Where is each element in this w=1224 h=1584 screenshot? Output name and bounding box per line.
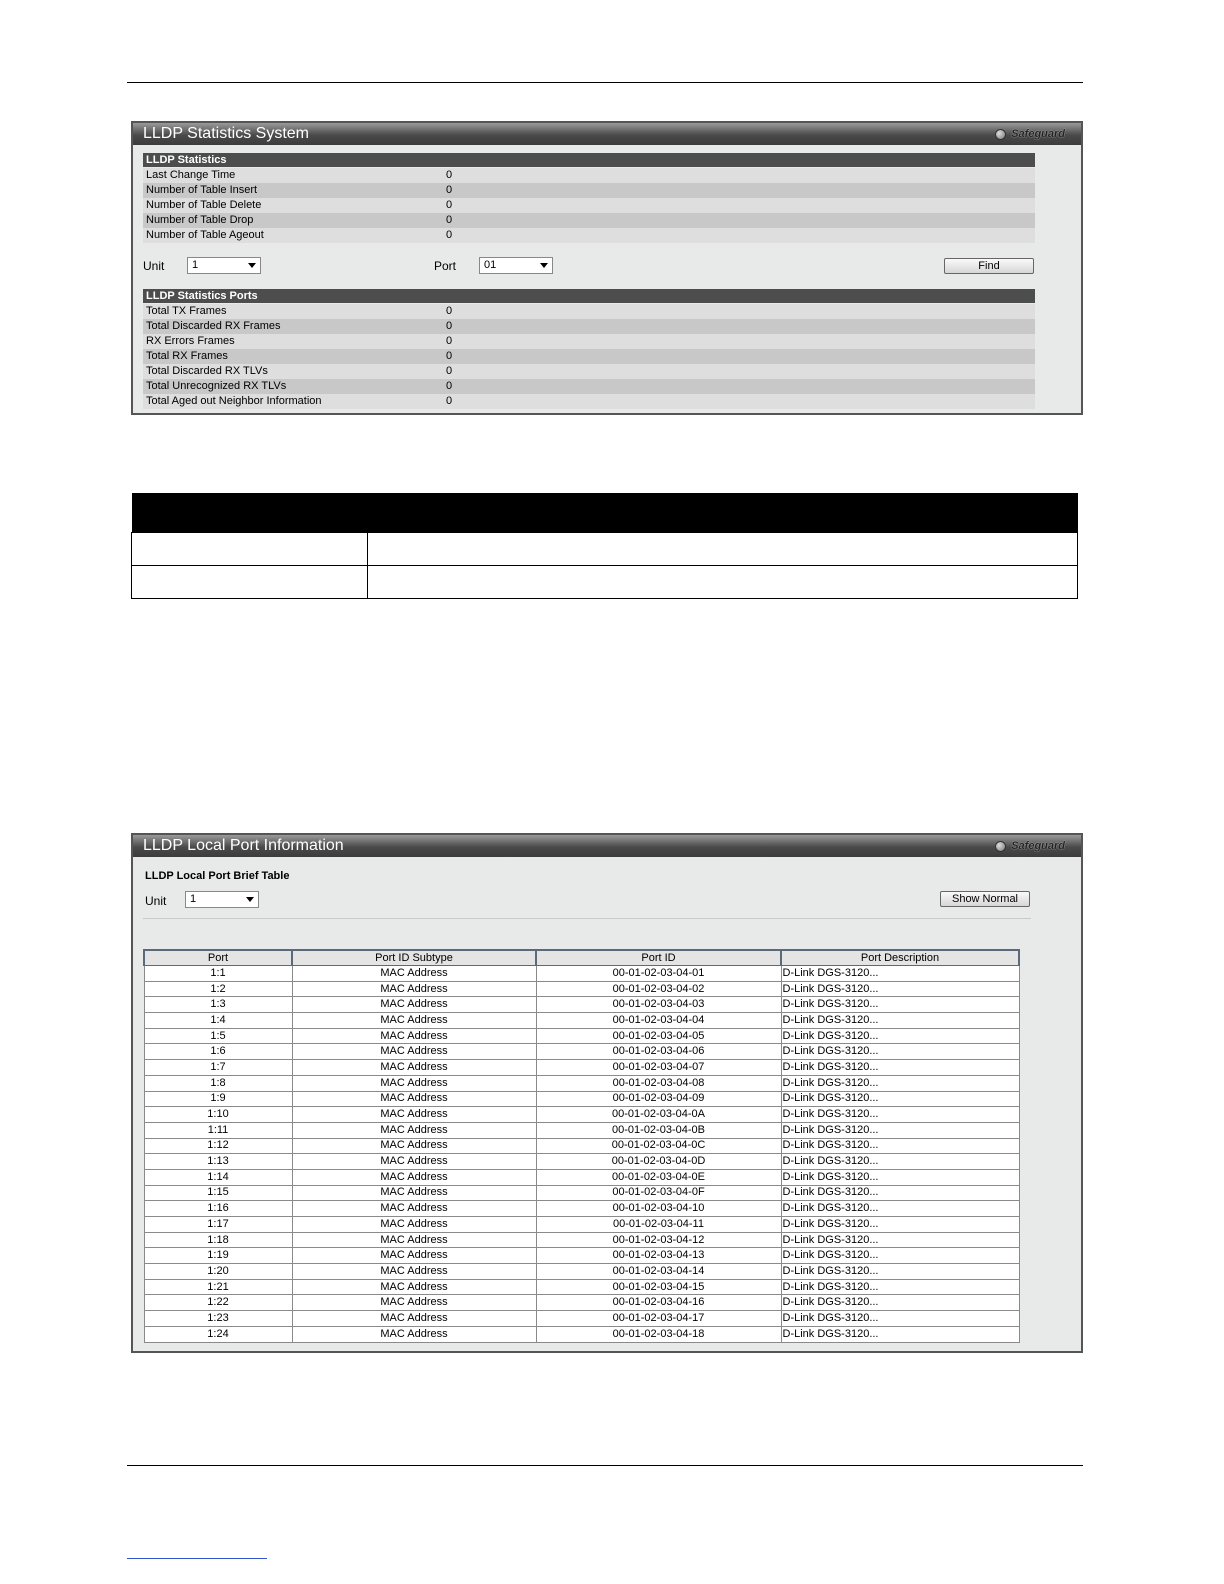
port-cell: 1:12: [144, 1138, 292, 1154]
port-id-cell: 00-01-02-03-04-08: [536, 1075, 781, 1091]
table-row: [144, 1013, 1019, 1029]
port-id-subtype-cell: MAC Address: [292, 1264, 536, 1280]
table-row: [144, 997, 1019, 1013]
port-id-subtype-cell: MAC Address: [292, 1154, 536, 1170]
port-id-cell: 00-01-02-03-04-04: [536, 1013, 781, 1029]
port-description-cell: D-Link DGS-3120...: [781, 1028, 1019, 1044]
table-row: [144, 1060, 1019, 1076]
column-header-port-id: Port ID: [536, 950, 781, 966]
chevron-down-icon: [248, 263, 256, 268]
table-row: [144, 1264, 1019, 1280]
statistic-row: [143, 319, 1035, 334]
port-id-subtype-cell: MAC Address: [292, 1013, 536, 1029]
table-row: [144, 1028, 1019, 1044]
port-description-cell: D-Link DGS-3120...: [781, 966, 1019, 982]
footer-rule: [127, 1465, 1083, 1466]
port-id-subtype-cell: MAC Address: [292, 1044, 536, 1060]
column-header-port-id-subtype: Port ID Subtype: [292, 950, 536, 966]
port-id-cell: 00-01-02-03-04-15: [536, 1279, 781, 1295]
port-description-cell: D-Link DGS-3120...: [781, 981, 1019, 997]
statistic-label: Number of Table Ageout: [146, 229, 264, 241]
port-id-subtype-cell: MAC Address: [292, 1138, 536, 1154]
local-port-brief-table-title: LLDP Local Port Brief Table: [145, 870, 290, 882]
statistic-value: 0: [446, 350, 453, 362]
port-cell: 1:14: [144, 1169, 292, 1185]
port-cell: 1:13: [144, 1154, 292, 1170]
port-description-cell: D-Link DGS-3120...: [781, 1044, 1019, 1060]
port-id-subtype-cell: MAC Address: [292, 1311, 536, 1327]
port-id-subtype-cell: MAC Address: [292, 1091, 536, 1107]
port-description-cell: D-Link DGS-3120...: [781, 1311, 1019, 1327]
port-id-cell: 00-01-02-03-04-09: [536, 1091, 781, 1107]
description-cell: [368, 566, 1078, 599]
port-id-cell: 00-01-02-03-04-12: [536, 1232, 781, 1248]
port-description-cell: D-Link DGS-3120...: [781, 1185, 1019, 1201]
statistic-row: [143, 334, 1035, 349]
statistic-value: 0: [446, 184, 453, 196]
port-description-cell: D-Link DGS-3120...: [781, 1075, 1019, 1091]
port-id-cell: 00-01-02-03-04-16: [536, 1295, 781, 1311]
port-description-cell: D-Link DGS-3120...: [781, 1326, 1019, 1342]
lldp-statistics-header: LLDP Statistics: [143, 153, 1035, 167]
safeguard-icon: [995, 129, 1006, 140]
port-description-cell: D-Link DGS-3120...: [781, 1091, 1019, 1107]
panel-title: LLDP Local Port Information: [143, 837, 344, 854]
statistic-label: Number of Table Drop: [146, 214, 254, 226]
statistic-row: [143, 198, 1035, 213]
port-id-subtype-cell: MAC Address: [292, 1060, 536, 1076]
port-id-subtype-cell: MAC Address: [292, 1326, 536, 1342]
statistic-value: 0: [446, 365, 453, 377]
safeguard-label: Safeguard: [1011, 840, 1065, 852]
port-id-subtype-cell: MAC Address: [292, 1201, 536, 1217]
port-id-cell: 00-01-02-03-04-03: [536, 997, 781, 1013]
port-id-subtype-cell: MAC Address: [292, 1169, 536, 1185]
port-description-cell: D-Link DGS-3120...: [781, 1154, 1019, 1170]
table-row: [144, 1075, 1019, 1091]
statistic-value: 0: [446, 305, 453, 317]
unit-select[interactable]: [187, 257, 261, 274]
chevron-down-icon: [246, 897, 254, 902]
port-id-cell: 00-01-02-03-04-18: [536, 1326, 781, 1342]
statistic-value: 0: [446, 320, 453, 332]
port-cell: 1:1: [144, 966, 292, 982]
port-label: Port: [434, 259, 457, 273]
table-row: [144, 1169, 1019, 1185]
table-row: [144, 1185, 1019, 1201]
port-cell: 1:4: [144, 1013, 292, 1029]
port-id-cell: 00-01-02-03-04-0E: [536, 1169, 781, 1185]
port-cell: 1:10: [144, 1107, 292, 1123]
unit-select-value: 1: [192, 259, 199, 271]
statistic-label: Total Discarded RX TLVs: [146, 365, 268, 377]
statistic-row: [143, 183, 1035, 198]
safeguard-indicator: [995, 127, 1065, 141]
port-id-cell: 00-01-02-03-04-06: [536, 1044, 781, 1060]
table-row: [144, 1326, 1019, 1342]
statistic-row: [143, 168, 1035, 183]
port-cell: 1:6: [144, 1044, 292, 1060]
table-row: [144, 1107, 1019, 1123]
table-row: [144, 1154, 1019, 1170]
port-cell: 1:24: [144, 1326, 292, 1342]
table-row: [144, 1138, 1019, 1154]
statistic-label: RX Errors Frames: [146, 335, 235, 347]
footer-link-underline: [127, 1558, 267, 1559]
table-row: [144, 1232, 1019, 1248]
port-description-cell: D-Link DGS-3120...: [781, 1279, 1019, 1295]
port-id-cell: 00-01-02-03-04-01: [536, 966, 781, 982]
show-normal-button[interactable]: Show Normal: [940, 891, 1030, 907]
parameter-column-header: [132, 493, 368, 533]
table-row: [144, 981, 1019, 997]
port-id-subtype-cell: MAC Address: [292, 997, 536, 1013]
statistic-label: Last Change Time: [146, 169, 236, 181]
port-cell: 1:23: [144, 1311, 292, 1327]
unit-select-value: 1: [190, 893, 197, 905]
port-description-cell: D-Link DGS-3120...: [781, 1060, 1019, 1076]
port-description-cell: D-Link DGS-3120...: [781, 1264, 1019, 1280]
header-rule: [127, 82, 1083, 83]
table-row: [144, 1248, 1019, 1264]
port-id-subtype-cell: MAC Address: [292, 1217, 536, 1233]
safeguard-label: Safeguard: [1011, 128, 1065, 140]
port-cell: 1:9: [144, 1091, 292, 1107]
statistic-label: Total TX Frames: [146, 305, 227, 317]
port-id-cell: 00-01-02-03-04-0D: [536, 1154, 781, 1170]
statistic-row: [143, 304, 1035, 319]
statistic-label: Total Aged out Neighbor Information: [146, 395, 322, 407]
table-row: [144, 1217, 1019, 1233]
statistic-value: 0: [446, 395, 453, 407]
port-id-subtype-cell: MAC Address: [292, 1107, 536, 1123]
table-row: [144, 1279, 1019, 1295]
port-id-cell: 00-01-02-03-04-0F: [536, 1185, 781, 1201]
description-cell: [368, 533, 1078, 566]
port-id-subtype-cell: MAC Address: [292, 1295, 536, 1311]
panel-title: LLDP Statistics System: [143, 125, 309, 142]
port-description-cell: D-Link DGS-3120...: [781, 997, 1019, 1013]
port-cell: 1:7: [144, 1060, 292, 1076]
port-cell: 1:5: [144, 1028, 292, 1044]
port-id-subtype-cell: MAC Address: [292, 1075, 536, 1091]
unit-label: Unit: [145, 894, 167, 908]
port-cell: 1:16: [144, 1201, 292, 1217]
statistic-label: Total Discarded RX Frames: [146, 320, 281, 332]
local-port-brief-table: [143, 949, 1020, 1343]
find-button[interactable]: Find: [944, 258, 1034, 274]
panel-title-bar: [133, 835, 1081, 857]
statistic-label: Number of Table Insert: [146, 184, 258, 196]
port-description-cell: D-Link DGS-3120...: [781, 1248, 1019, 1264]
table-row: [144, 966, 1019, 982]
port-description-cell: D-Link DGS-3120...: [781, 1201, 1019, 1217]
statistic-value: 0: [446, 229, 453, 241]
port-cell: 1:19: [144, 1248, 292, 1264]
unit-label: Unit: [143, 259, 165, 273]
port-cell: 1:18: [144, 1232, 292, 1248]
statistic-row: [143, 228, 1035, 243]
port-cell: 1:21: [144, 1279, 292, 1295]
port-description-cell: D-Link DGS-3120...: [781, 1138, 1019, 1154]
port-id-cell: 00-01-02-03-04-0C: [536, 1138, 781, 1154]
port-cell: 1:8: [144, 1075, 292, 1091]
lldp-local-port-panel: [131, 833, 1083, 1353]
port-id-subtype-cell: MAC Address: [292, 1279, 536, 1295]
parameter-cell: [132, 533, 368, 566]
table-row: [144, 1091, 1019, 1107]
port-id-subtype-cell: MAC Address: [292, 1248, 536, 1264]
port-cell: 1:22: [144, 1295, 292, 1311]
port-description-cell: D-Link DGS-3120...: [781, 1122, 1019, 1138]
port-description-cell: D-Link DGS-3120...: [781, 1232, 1019, 1248]
port-description-cell: D-Link DGS-3120...: [781, 1013, 1019, 1029]
description-column-header: [368, 493, 1078, 533]
table-row: [144, 1311, 1019, 1327]
port-id-cell: 00-01-02-03-04-11: [536, 1217, 781, 1233]
port-description-cell: D-Link DGS-3120...: [781, 1107, 1019, 1123]
port-id-cell: 00-01-02-03-04-10: [536, 1201, 781, 1217]
table-row: [144, 1122, 1019, 1138]
port-id-subtype-cell: MAC Address: [292, 1232, 536, 1248]
port-id-subtype-cell: MAC Address: [292, 1028, 536, 1044]
statistic-value: 0: [446, 335, 453, 347]
table-row: [144, 1044, 1019, 1060]
panel-title-bar: [133, 123, 1081, 145]
column-header-port-description: Port Description: [781, 950, 1019, 966]
port-id-cell: 00-01-02-03-04-13: [536, 1248, 781, 1264]
statistic-row: [143, 379, 1035, 394]
statistic-value: 0: [446, 169, 453, 181]
port-description-cell: D-Link DGS-3120...: [781, 1295, 1019, 1311]
statistic-value: 0: [446, 380, 453, 392]
port-id-subtype-cell: MAC Address: [292, 966, 536, 982]
port-id-cell: 00-01-02-03-04-02: [536, 981, 781, 997]
lldp-statistics-ports-header: LLDP Statistics Ports: [143, 289, 1035, 303]
port-id-cell: 00-01-02-03-04-0B: [536, 1122, 781, 1138]
port-id-subtype-cell: MAC Address: [292, 1122, 536, 1138]
table-row: [144, 1295, 1019, 1311]
port-cell: 1:20: [144, 1264, 292, 1280]
statistic-label: Number of Table Delete: [146, 199, 262, 211]
column-header-port: Port: [144, 950, 292, 966]
port-cell: 1:2: [144, 981, 292, 997]
port-id-cell: 00-01-02-03-04-14: [536, 1264, 781, 1280]
port-description-cell: D-Link DGS-3120...: [781, 1217, 1019, 1233]
parameter-cell: [132, 566, 368, 599]
safeguard-indicator: [995, 839, 1065, 853]
port-id-cell: 00-01-02-03-04-17: [536, 1311, 781, 1327]
port-id-cell: 00-01-02-03-04-05: [536, 1028, 781, 1044]
statistic-row: [143, 394, 1035, 409]
chevron-down-icon: [540, 263, 548, 268]
statistic-row: [143, 349, 1035, 364]
port-id-cell: 00-01-02-03-04-07: [536, 1060, 781, 1076]
port-select-value: 01: [484, 259, 497, 271]
parameter-table: [131, 493, 1078, 599]
port-id-subtype-cell: MAC Address: [292, 981, 536, 997]
port-description-cell: D-Link DGS-3120...: [781, 1169, 1019, 1185]
statistic-row: [143, 364, 1035, 379]
port-cell: 1:11: [144, 1122, 292, 1138]
port-cell: 1:3: [144, 997, 292, 1013]
statistic-row: [143, 213, 1035, 228]
port-cell: 1:17: [144, 1217, 292, 1233]
unit-select[interactable]: [185, 891, 259, 908]
statistic-label: Total Unrecognized RX TLVs: [146, 380, 287, 392]
port-cell: 1:15: [144, 1185, 292, 1201]
divider: [143, 918, 1031, 919]
port-id-subtype-cell: MAC Address: [292, 1185, 536, 1201]
table-row: [144, 1201, 1019, 1217]
port-id-cell: 00-01-02-03-04-0A: [536, 1107, 781, 1123]
port-select[interactable]: [479, 257, 553, 274]
lldp-statistics-panel: [131, 121, 1083, 415]
statistic-value: 0: [446, 199, 453, 211]
statistic-value: 0: [446, 214, 453, 226]
safeguard-icon: [995, 841, 1006, 852]
statistic-label: Total RX Frames: [146, 350, 228, 362]
